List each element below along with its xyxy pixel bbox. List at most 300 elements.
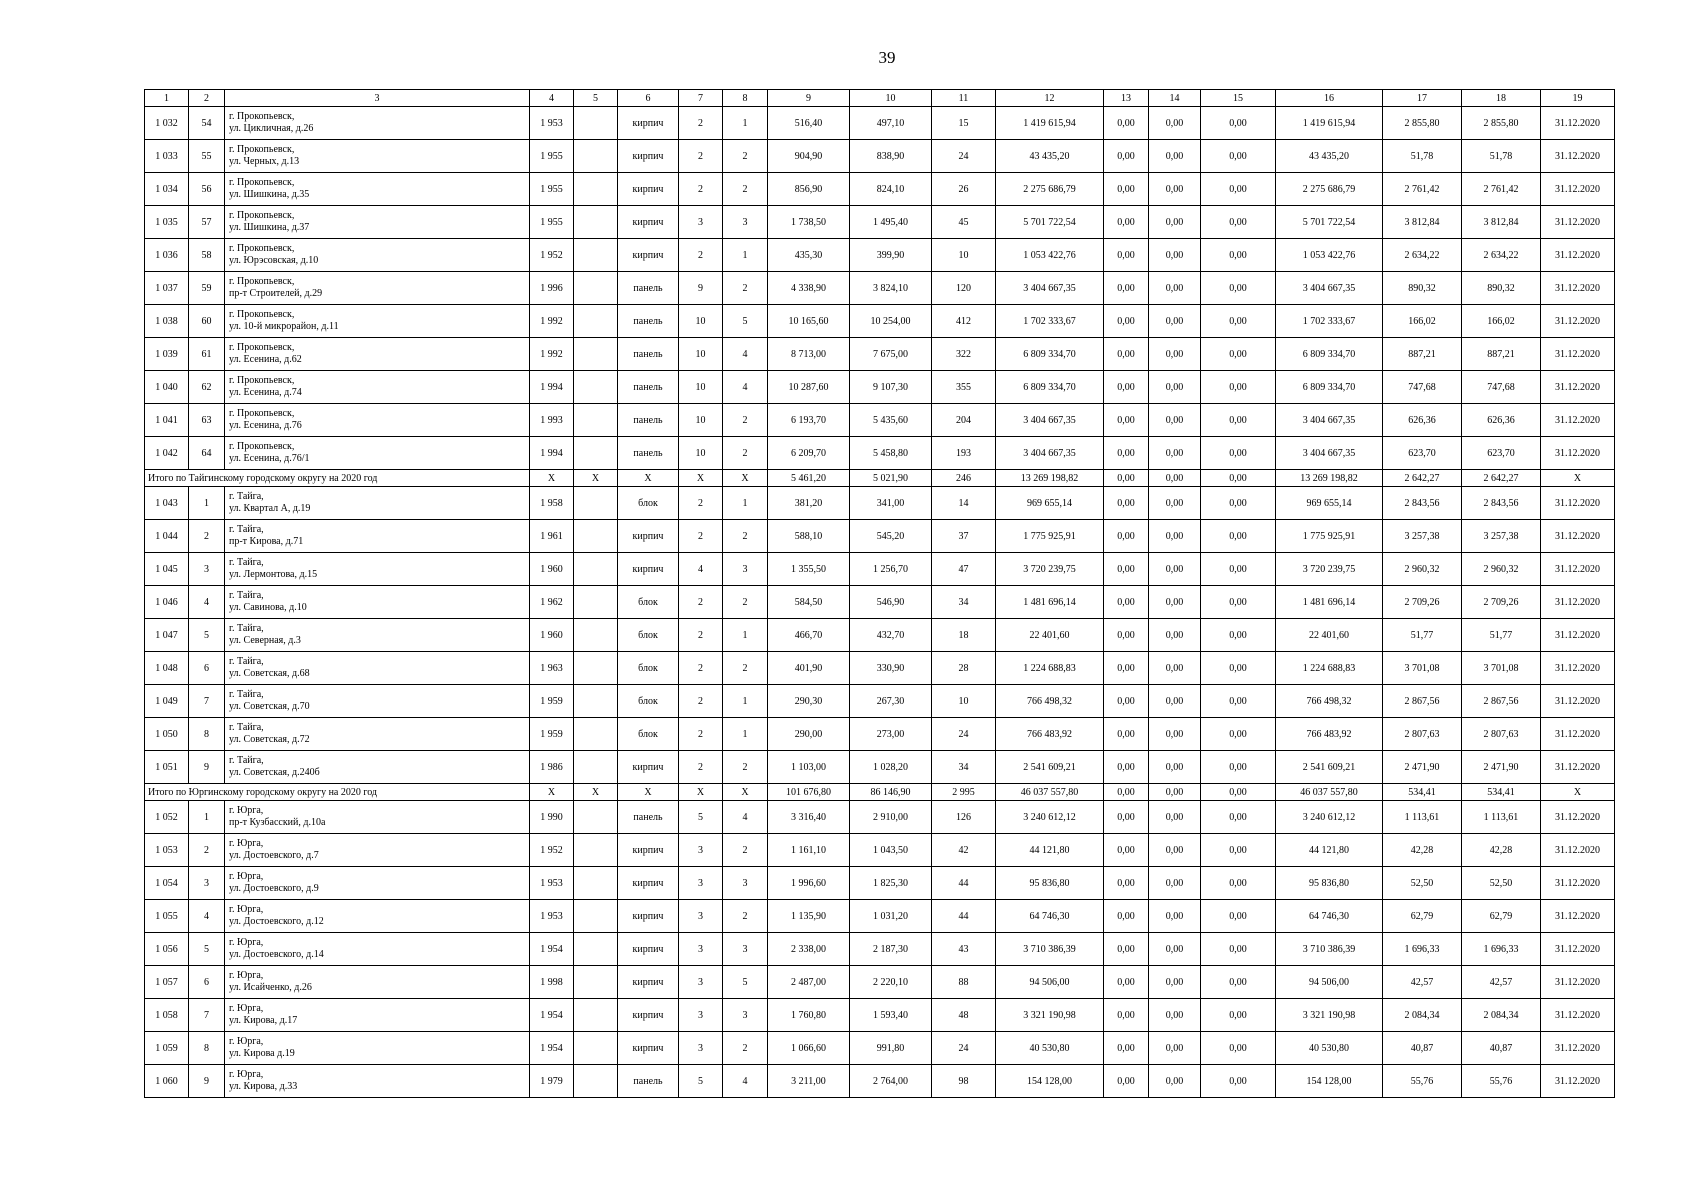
table-cell: панель [618, 404, 679, 437]
table-cell: 2 187,30 [850, 933, 932, 966]
address-line: ул. Юрэсовская, д.10 [229, 255, 319, 266]
table-cell: 10 254,00 [850, 305, 932, 338]
table-cell [574, 107, 618, 140]
table-cell [574, 553, 618, 586]
table-cell: кирпич [618, 751, 679, 784]
address-line: г. Прокопьевск, [229, 111, 295, 122]
table-cell: 4 [723, 1065, 768, 1098]
table-cell: 0,00 [1104, 487, 1149, 520]
table-cell: 2 [189, 834, 225, 867]
address-cell [225, 173, 530, 206]
address-cell [225, 966, 530, 999]
table-cell: 31.12.2020 [1541, 834, 1615, 867]
table-cell: 1 066,60 [768, 1032, 850, 1065]
table-cell: панель [618, 801, 679, 834]
table-cell: 0,00 [1201, 834, 1276, 867]
table-cell [574, 834, 618, 867]
table-cell: X [1541, 784, 1615, 801]
address-line: ул. Исайченко, д.26 [229, 982, 312, 993]
table-cell: 31.12.2020 [1541, 173, 1615, 206]
table-cell: 1 052 [145, 801, 189, 834]
table-cell: 44 [932, 867, 996, 900]
table-cell: 120 [932, 272, 996, 305]
table-cell: 0,00 [1149, 1065, 1201, 1098]
table-cell: 1 048 [145, 652, 189, 685]
table-cell [574, 999, 618, 1032]
table-cell: 1 955 [530, 173, 574, 206]
table-cell: 1 993 [530, 404, 574, 437]
table-cell: 0,00 [1149, 437, 1201, 470]
address-cell [225, 718, 530, 751]
table-cell: 2 487,00 [768, 966, 850, 999]
table-cell: кирпич [618, 867, 679, 900]
table-cell: 0,00 [1149, 206, 1201, 239]
table-cell: 0,00 [1149, 338, 1201, 371]
table-cell: 63 [189, 404, 225, 437]
table-cell: 1 696,33 [1383, 933, 1462, 966]
table-cell: кирпич [618, 107, 679, 140]
table-cell: 0,00 [1149, 619, 1201, 652]
table-cell: 3 [723, 867, 768, 900]
table-cell: 2 910,00 [850, 801, 932, 834]
column-header-15: 15 [1201, 90, 1276, 107]
table-cell: 0,00 [1201, 487, 1276, 520]
table-cell: 1 996,60 [768, 867, 850, 900]
table-cell: 1 054 [145, 867, 189, 900]
table-cell: 43 435,20 [996, 140, 1104, 173]
table-cell: 2 [679, 619, 723, 652]
table-cell: 838,90 [850, 140, 932, 173]
table-cell: 0,00 [1201, 586, 1276, 619]
table-cell: 2 [679, 173, 723, 206]
table-cell [574, 801, 618, 834]
table-cell: 31.12.2020 [1541, 371, 1615, 404]
table-cell: 3 701,08 [1383, 652, 1462, 685]
table-cell: 3 812,84 [1383, 206, 1462, 239]
table-cell: 0,00 [1104, 520, 1149, 553]
table-cell: X [679, 784, 723, 801]
table-cell: 2 [723, 520, 768, 553]
table-cell: 3 404 667,35 [1276, 404, 1383, 437]
table-cell: 1 053 [145, 834, 189, 867]
table-cell: 13 269 198,82 [1276, 470, 1383, 487]
table-cell: 2 [189, 520, 225, 553]
table-cell: 31.12.2020 [1541, 553, 1615, 586]
table-cell: 412 [932, 305, 996, 338]
table-cell: 2 [679, 520, 723, 553]
table-cell: 0,00 [1201, 107, 1276, 140]
table-cell: 3 321 190,98 [1276, 999, 1383, 1032]
table-cell: 2 642,27 [1383, 470, 1462, 487]
table-cell: 2 642,27 [1462, 470, 1541, 487]
table-cell: кирпич [618, 1032, 679, 1065]
table-cell: 34 [932, 751, 996, 784]
table-cell: 1 775 925,91 [996, 520, 1104, 553]
table-cell [574, 520, 618, 553]
table-cell [574, 437, 618, 470]
table-cell [574, 619, 618, 652]
table-cell: 2 [723, 404, 768, 437]
column-header-8: 8 [723, 90, 768, 107]
table-cell: 290,00 [768, 718, 850, 751]
table-cell: 1 696,33 [1462, 933, 1541, 966]
table-cell: 31.12.2020 [1541, 272, 1615, 305]
address-line: ул. Шишкина, д.37 [229, 222, 310, 233]
table-cell: 0,00 [1104, 933, 1149, 966]
address-line: г. Юрга, [229, 1003, 264, 1014]
table-cell: 3 [679, 900, 723, 933]
table-cell: 623,70 [1462, 437, 1541, 470]
table-cell: 1 960 [530, 553, 574, 586]
table-cell: 766 498,32 [1276, 685, 1383, 718]
address-cell [225, 586, 530, 619]
table-row [145, 140, 1615, 173]
table-cell: 3 [679, 867, 723, 900]
table-cell [574, 966, 618, 999]
table-cell: 0,00 [1149, 784, 1201, 801]
table-cell: 1 055 [145, 900, 189, 933]
address-line: г. Тайга, [229, 590, 264, 601]
table-cell: 0,00 [1201, 718, 1276, 751]
table-body [145, 107, 1615, 1098]
table-cell: панель [618, 338, 679, 371]
table-cell: 3 404 667,35 [996, 404, 1104, 437]
table-cell: 9 [189, 1065, 225, 1098]
table-cell: 51,78 [1462, 140, 1541, 173]
table-cell: 3 [679, 1032, 723, 1065]
table-cell: 0,00 [1201, 173, 1276, 206]
table-cell: 1 036 [145, 239, 189, 272]
table-cell: 0,00 [1201, 966, 1276, 999]
table-cell: 31.12.2020 [1541, 619, 1615, 652]
table-cell: блок [618, 487, 679, 520]
table-cell: 0,00 [1149, 801, 1201, 834]
column-header-14: 14 [1149, 90, 1201, 107]
table-cell: 1 043,50 [850, 834, 932, 867]
table-cell: 22 401,60 [1276, 619, 1383, 652]
table-cell: 0,00 [1201, 751, 1276, 784]
table-cell: 1 046 [145, 586, 189, 619]
address-line: ул. Квартал А, д.19 [229, 503, 311, 514]
table-cell: 3 404 667,35 [996, 437, 1104, 470]
address-line: г. Прокопьевск, [229, 210, 295, 221]
address-cell [225, 1065, 530, 1098]
table-cell: 31.12.2020 [1541, 338, 1615, 371]
address-cell [225, 652, 530, 685]
address-cell [225, 999, 530, 1032]
table-cell: 401,90 [768, 652, 850, 685]
table-cell: 204 [932, 404, 996, 437]
table-cell: 435,30 [768, 239, 850, 272]
column-header-3: 3 [225, 90, 530, 107]
table-cell: 48 [932, 999, 996, 1032]
table-cell: 1 954 [530, 999, 574, 1032]
table-cell: 0,00 [1104, 784, 1149, 801]
table-cell: 0,00 [1201, 206, 1276, 239]
table-cell: 969 655,14 [1276, 487, 1383, 520]
table-cell: 0,00 [1104, 272, 1149, 305]
address-line: ул. Савинова, д.10 [229, 602, 307, 613]
table-cell: 2 867,56 [1383, 685, 1462, 718]
table-cell: 1 047 [145, 619, 189, 652]
table-cell: 2 471,90 [1462, 751, 1541, 784]
table-cell: 766 483,92 [996, 718, 1104, 751]
table-cell: 7 [189, 999, 225, 1032]
table-cell: 0,00 [1201, 520, 1276, 553]
table-row [145, 685, 1615, 718]
table-cell [574, 586, 618, 619]
table-cell: 10 [679, 338, 723, 371]
table-cell: 1 044 [145, 520, 189, 553]
table-cell: 59 [189, 272, 225, 305]
table-cell: 1 998 [530, 966, 574, 999]
table-cell [574, 1032, 618, 1065]
table-cell: 43 435,20 [1276, 140, 1383, 173]
table-cell [574, 206, 618, 239]
table-cell [574, 1065, 618, 1098]
table-cell: 2 [679, 107, 723, 140]
table-cell: 1 [723, 239, 768, 272]
table-cell: 1 953 [530, 867, 574, 900]
table-cell: 0,00 [1201, 305, 1276, 338]
table-cell: 0,00 [1201, 1032, 1276, 1065]
table-header [145, 90, 1615, 107]
table-cell: 0,00 [1149, 470, 1201, 487]
table-cell: 1 419 615,94 [1276, 107, 1383, 140]
table-cell: 0,00 [1149, 867, 1201, 900]
table-cell: 0,00 [1104, 338, 1149, 371]
table-cell: 31.12.2020 [1541, 999, 1615, 1032]
table-cell: X [679, 470, 723, 487]
table-cell: 1 037 [145, 272, 189, 305]
table-row [145, 751, 1615, 784]
table-cell: 0,00 [1149, 652, 1201, 685]
table-cell: 54 [189, 107, 225, 140]
header-row [145, 90, 1615, 107]
table-cell: 2 960,32 [1462, 553, 1541, 586]
table-cell: 55 [189, 140, 225, 173]
table-cell: блок [618, 586, 679, 619]
column-header-13: 13 [1104, 90, 1149, 107]
table-cell [574, 404, 618, 437]
table-cell: 0,00 [1149, 487, 1201, 520]
table-cell: 2 [723, 652, 768, 685]
table-cell [574, 900, 618, 933]
table-cell: 1 702 333,67 [996, 305, 1104, 338]
table-cell: 5 458,80 [850, 437, 932, 470]
table-cell: 887,21 [1383, 338, 1462, 371]
table-cell: 31.12.2020 [1541, 751, 1615, 784]
column-header-9: 9 [768, 90, 850, 107]
table-cell: 0,00 [1201, 338, 1276, 371]
table-cell: 47 [932, 553, 996, 586]
table-cell: 588,10 [768, 520, 850, 553]
table-cell: 0,00 [1104, 1032, 1149, 1065]
address-line: пр-т Кузбасский, д.10а [229, 817, 326, 828]
table-cell: 5 021,90 [850, 470, 932, 487]
address-cell [225, 404, 530, 437]
table-cell: X [723, 470, 768, 487]
address-line: ул. Лермонтова, д.15 [229, 569, 318, 580]
table-cell: 330,90 [850, 652, 932, 685]
table-cell: 623,70 [1383, 437, 1462, 470]
table-cell: 193 [932, 437, 996, 470]
table-cell: X [618, 784, 679, 801]
table-cell: 1 051 [145, 751, 189, 784]
table-cell: 1 958 [530, 487, 574, 520]
table-cell: 2 [679, 487, 723, 520]
subtotal-row [145, 784, 1615, 801]
table-cell: 0,00 [1149, 999, 1201, 1032]
table-cell: 273,00 [850, 718, 932, 751]
table-cell: 0,00 [1104, 470, 1149, 487]
table-cell: 0,00 [1104, 371, 1149, 404]
table-cell: 64 746,30 [996, 900, 1104, 933]
table-cell: 0,00 [1104, 999, 1149, 1032]
table-cell: кирпич [618, 173, 679, 206]
table-cell: 2 [679, 718, 723, 751]
table-cell: 31.12.2020 [1541, 900, 1615, 933]
address-line: ул. Есенина, д.76/1 [229, 453, 310, 464]
table-cell: 3 404 667,35 [1276, 272, 1383, 305]
subtotal-label: Итого по Тайгинскому городскому округу на 2020 год [145, 470, 530, 487]
table-cell: 42 [932, 834, 996, 867]
table-cell: 31.12.2020 [1541, 487, 1615, 520]
address-cell [225, 206, 530, 239]
table-cell: 31.12.2020 [1541, 718, 1615, 751]
table-cell: 10 [679, 404, 723, 437]
table-cell: блок [618, 718, 679, 751]
address-cell [225, 239, 530, 272]
table-cell: 516,40 [768, 107, 850, 140]
table-cell [574, 751, 618, 784]
table-cell: 2 [723, 437, 768, 470]
table-cell: 2 084,34 [1462, 999, 1541, 1032]
table-cell: 2 761,42 [1462, 173, 1541, 206]
table-cell: 6 809 334,70 [996, 338, 1104, 371]
table-cell: 51,77 [1383, 619, 1462, 652]
table-cell: 1 [189, 801, 225, 834]
table-cell: 2 [679, 751, 723, 784]
table-cell: 31.12.2020 [1541, 520, 1615, 553]
table-cell: 57 [189, 206, 225, 239]
table-cell: 1 979 [530, 1065, 574, 1098]
address-line: г. Юрга, [229, 937, 264, 948]
table-row [145, 586, 1615, 619]
table-cell: X [618, 470, 679, 487]
table-cell: 3 240 612,12 [996, 801, 1104, 834]
table-cell: 0,00 [1149, 834, 1201, 867]
address-cell [225, 338, 530, 371]
table-cell: 7 675,00 [850, 338, 932, 371]
table-row [145, 1065, 1615, 1098]
table-cell: 31.12.2020 [1541, 206, 1615, 239]
table-row [145, 173, 1615, 206]
column-header-10: 10 [850, 90, 932, 107]
address-line: г. Тайга, [229, 689, 264, 700]
table-cell: 42,28 [1383, 834, 1462, 867]
table-cell: 24 [932, 140, 996, 173]
table-cell: 0,00 [1104, 801, 1149, 834]
table-cell: 1 031,20 [850, 900, 932, 933]
address-line: г. Прокопьевск, [229, 408, 295, 419]
table-cell: 3 [723, 206, 768, 239]
table-cell: 0,00 [1149, 718, 1201, 751]
table-cell: 3 710 386,39 [996, 933, 1104, 966]
address-line: ул. Достоевского, д.9 [229, 883, 319, 894]
table-cell: 1 419 615,94 [996, 107, 1104, 140]
table-row [145, 801, 1615, 834]
address-line: пр-т Кирова, д.71 [229, 536, 304, 547]
table-cell: 4 [189, 586, 225, 619]
table-row [145, 933, 1615, 966]
table-cell: кирпич [618, 520, 679, 553]
page-number: 39 [878, 48, 896, 67]
table-cell: 381,20 [768, 487, 850, 520]
table-row [145, 520, 1615, 553]
table-cell: 46 037 557,80 [996, 784, 1104, 801]
table-cell: 1 053 422,76 [996, 239, 1104, 272]
address-line: ул. Кирова, д.33 [229, 1081, 298, 1092]
table-cell: 626,36 [1462, 404, 1541, 437]
table-cell: 7 [189, 685, 225, 718]
table-cell: 1 355,50 [768, 553, 850, 586]
table-cell: 31.12.2020 [1541, 586, 1615, 619]
table-cell: 1 959 [530, 718, 574, 751]
table-cell: 5 [189, 619, 225, 652]
table-cell: 2 [679, 586, 723, 619]
table-cell: 37 [932, 520, 996, 553]
table-cell: 51,77 [1462, 619, 1541, 652]
table-row [145, 1032, 1615, 1065]
table-cell: 8 [189, 1032, 225, 1065]
table-cell: 0,00 [1201, 1065, 1276, 1098]
table-cell: 0,00 [1149, 586, 1201, 619]
table-cell: 0,00 [1201, 553, 1276, 586]
table-cell: 0,00 [1104, 685, 1149, 718]
address-line: ул. Кирова, д.17 [229, 1015, 298, 1026]
table-cell: 62 [189, 371, 225, 404]
table-cell [574, 487, 618, 520]
table-cell: 1 057 [145, 966, 189, 999]
table-cell: 1 224 688,83 [1276, 652, 1383, 685]
table-cell: 10 287,60 [768, 371, 850, 404]
table-cell: 355 [932, 371, 996, 404]
address-line: ул. Есенина, д.62 [229, 354, 302, 365]
table-cell: 0,00 [1104, 966, 1149, 999]
table-cell: 126 [932, 801, 996, 834]
table-cell: 2 867,56 [1462, 685, 1541, 718]
table-cell: 31.12.2020 [1541, 107, 1615, 140]
table-cell: 44 121,80 [1276, 834, 1383, 867]
table-cell: 1 [723, 685, 768, 718]
table-cell: 0,00 [1104, 140, 1149, 173]
table-cell: 1 045 [145, 553, 189, 586]
table-cell: 1 256,70 [850, 553, 932, 586]
table-cell: кирпич [618, 239, 679, 272]
table-cell: 58 [189, 239, 225, 272]
address-line: г. Прокопьевск, [229, 441, 295, 452]
address-line: ул. Советская, д.70 [229, 701, 310, 712]
table-cell: 154 128,00 [1276, 1065, 1383, 1098]
table-cell: 3 710 386,39 [1276, 933, 1383, 966]
table-cell: 3 [679, 999, 723, 1032]
table-cell: 1 039 [145, 338, 189, 371]
table-cell: кирпич [618, 206, 679, 239]
table-cell: 432,70 [850, 619, 932, 652]
address-cell [225, 1032, 530, 1065]
table-cell: 3 [723, 933, 768, 966]
